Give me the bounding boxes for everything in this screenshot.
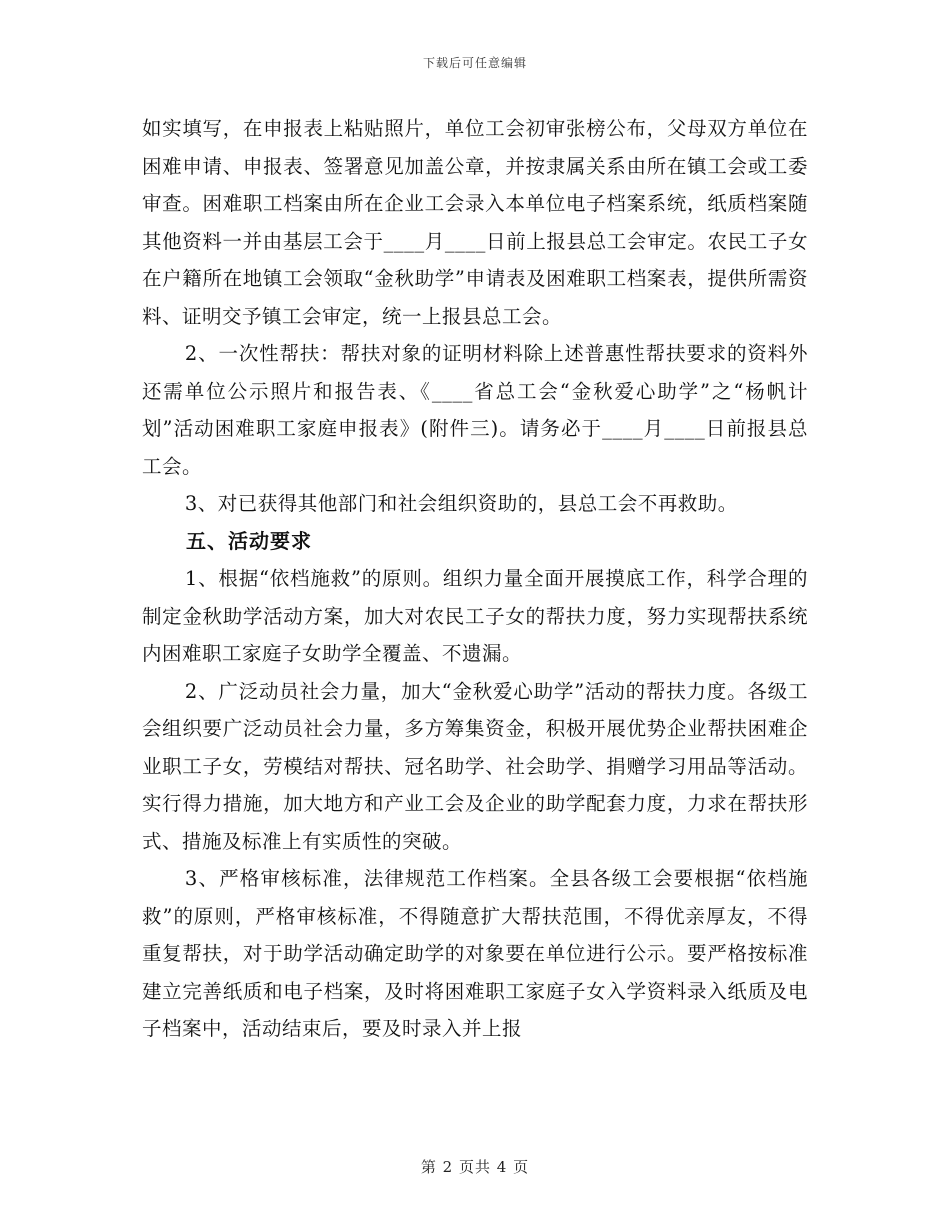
section-heading-activity-requirements: 五、活动要求 bbox=[186, 528, 312, 553]
paragraph-continuation: 如实填写，在申报表上粘贴照片，单位工会初审张榜公布，父母双方单位在困难申请、申报表、签署意见加盖公章，并按隶属关系由所在镇工会或工委审查。困难职工档案由所在企业工会录入本单位电子档案系统，纸质档案随其他资料一并由基层工会于____月____日前上报县总工会审定。农民工子女在户籍所在地镇工会领取“金秋助学”申请表及困难职工档案表，提供所需资料、证明交予镇工会审定，统一上报县总工会。 bbox=[142, 117, 808, 328]
paragraph-one-time-assistance: 2、一次性帮扶：帮扶对象的证明材料除上述普惠性帮扶要求的资料外还需单位公示照片和报告表、《____省总工会“金秋爱心助学”之“杨帆计划”活动困难职工家庭申报表》(附件三)。请务必于____月____日前报县总工会。 bbox=[142, 342, 808, 478]
paragraph-no-duplicate-aid: 3、对已获得其他部门和社会组织资助的，县总工会不再救助。 bbox=[184, 492, 738, 515]
paragraph-requirement-1: 1、根据“依档施救”的原则。组织力量全面开展摸底工作，科学合理的制定金秋助学活动方案，加大对农民工子女的帮扶力度，努力实现帮扶系统内困难职工家庭子女助学全覆盖、不遗漏。 bbox=[142, 567, 808, 665]
paragraph-requirement-2: 2、广泛动员社会力量，加大“金秋爱心助学”活动的帮扶力度。各级工会组织要广泛动员社会力量，多方筹集资金，积极开展优势企业帮扶困难企业职工子女，劳模结对帮扶、冠名助学、社会助学、捐赠学习用品等活动。实行得力措施，加大地方和产业工会及企业的助学配套力度，力求在帮扶形式、措施及标准上有实质性的突破。 bbox=[142, 679, 808, 853]
page-header: 下载后可任意编辑 bbox=[422, 56, 527, 70]
page-number: 第 2 页共 4 页 bbox=[420, 1158, 530, 1176]
document-body bbox=[142, 110, 808, 1048]
paragraph-requirement-3: 3、严格审核标准，法律规范工作档案。全县各级工会要根据“依档施救”的原则，严格审核标准，不得随意扩大帮扶范围，不得优亲厚友，不得重复帮扶，对于助学活动确定助学的对象要在单位进行公示。要严格按标准建立完善纸质和电子档案，及时将困难职工家庭子女入学资料录入纸质及电子档案中，活动结束后，要及时录入并上报 bbox=[142, 867, 808, 1040]
